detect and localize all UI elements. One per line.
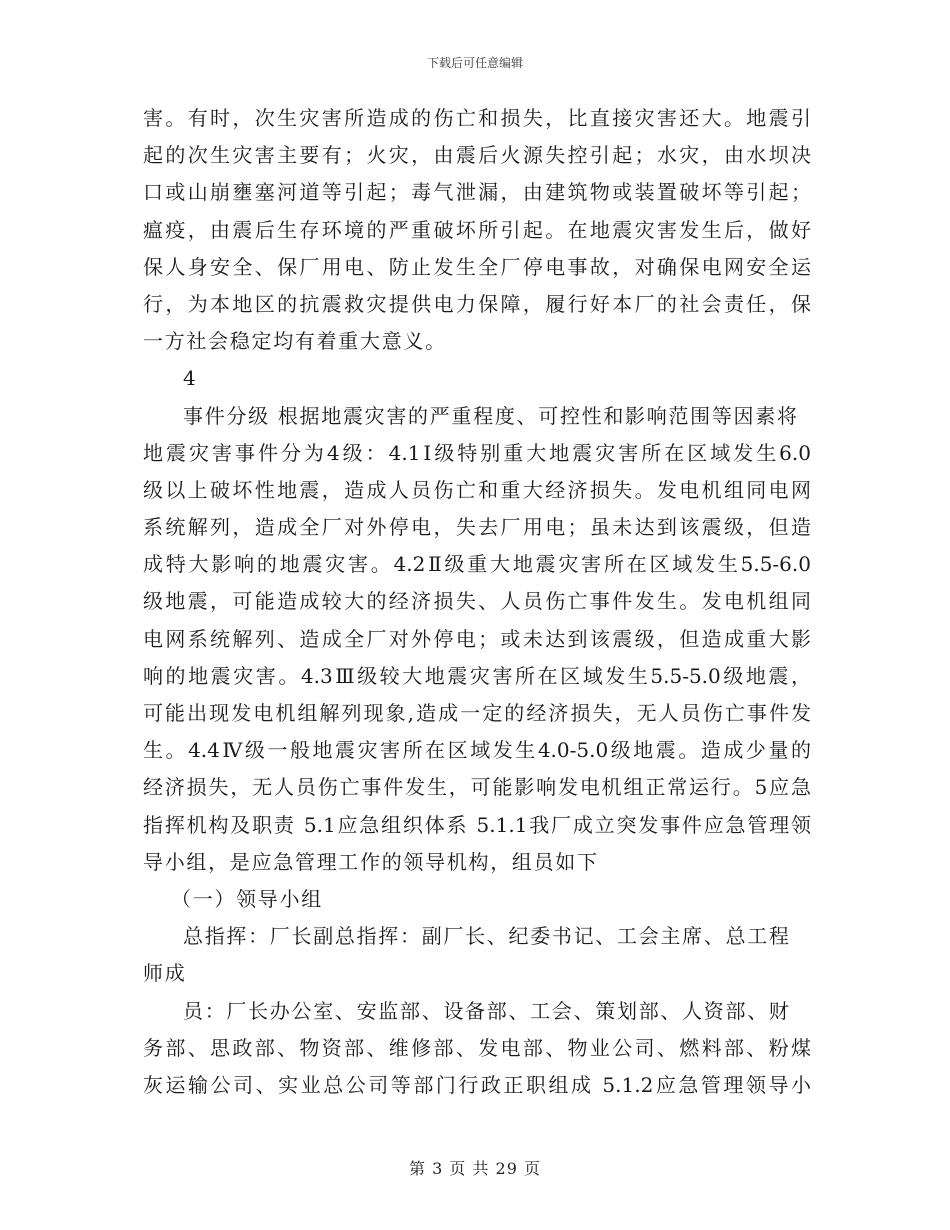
text-line: 事件分级 根据地震灾害的严重程度、可控性和影响范围等因素将 <box>183 403 799 428</box>
text-line: 生。4.4Ⅳ级一般地震灾害所在区域发生4.0-5.0级地震。造成少量的 <box>143 738 811 763</box>
section-number: 4 <box>183 366 198 391</box>
text-line: 响的地震灾害。4.3Ⅲ级较大地震灾害所在区域发生5.5-5.0级地震， <box>143 663 811 688</box>
text-line: 一方社会稳定均有着重大意义。 <box>143 329 447 354</box>
text-line: 电网系统解列、造成全厂对外停电；或未达到该震级，但造成重大影 <box>143 626 811 651</box>
text-line: 行，为本地区的抗震救灾提供电力保障，履行好本厂的社会责任，保 <box>143 291 811 316</box>
text-line: 级地震，可能造成较大的经济损失、人员伤亡事件发生。发电机组同 <box>143 589 811 614</box>
text-line: 员：厂长办公室、安监部、设备部、工会、策划部、人资部、财 <box>183 998 791 1023</box>
text-line: 瘟疫，由震后生存环境的严重破坏所引起。在地震灾害发生后，做好 <box>143 217 811 242</box>
text-line: 师成 <box>143 961 187 986</box>
text-line: 总指挥：厂长副总指挥：副厂长、纪委书记、工会主席、总工程 <box>183 924 791 949</box>
text-line: 可能出现发电机组解列现象,造成一定的经济损失，无人员伤亡事件发 <box>143 701 811 725</box>
text-line: 害。有时，次生灾害所造成的伤亡和损失，比直接灾害还大。地震引 <box>143 106 811 130</box>
text-line: 务部、思政部、物资部、维修部、发电部、物业公司、燃料部、粉煤 <box>143 1035 811 1060</box>
page-header: 下载后可任意编辑 <box>426 56 523 70</box>
text-line: 地震灾害事件分为4级：4.1Ⅰ级特别重大地震灾害所在区域发生6.0 <box>143 440 811 465</box>
text-line: 指挥机构及职责 5.1应急组织体系 5.1.1我厂成立突发事件应急管理领 <box>143 812 811 837</box>
subsection-heading: （一）领导小组 <box>171 886 323 911</box>
text-line: 级以上破坏性地震，造成人员伤亡和重大经济损失。发电机组同电网 <box>143 477 811 502</box>
document-body <box>143 108 811 1112</box>
text-line: 起的次生灾害主要有；火灾，由震后火源失控引起；水灾，由水坝决 <box>143 143 811 168</box>
text-line: 保人身安全、保厂用电、防止发生全厂停电事故，对确保电网安全运 <box>143 254 811 279</box>
text-line: 系统解列，造成全厂对外停电，失去厂用电；虽未达到该震级，但造 <box>143 515 811 540</box>
text-line: 口或山崩壅塞河道等引起；毒气泄漏，由建筑物或装置破坏等引起； <box>143 180 811 205</box>
text-line: 灰运输公司、实业总公司等部门行政正职组成 5.1.2应急管理领导小 <box>143 1072 811 1097</box>
text-line: 导小组，是应急管理工作的领导机构，组员如下 <box>143 849 599 874</box>
text-line: 成特大影响的地震灾害。4.2Ⅱ级重大地震灾害所在区域发生5.5-6.0 <box>143 552 811 577</box>
page-footer: 第 3 页 共 29 页 <box>409 1159 541 1178</box>
text-line: 经济损失，无人员伤亡事件发生，可能影响发电机组正常运行。5应急 <box>143 775 811 800</box>
